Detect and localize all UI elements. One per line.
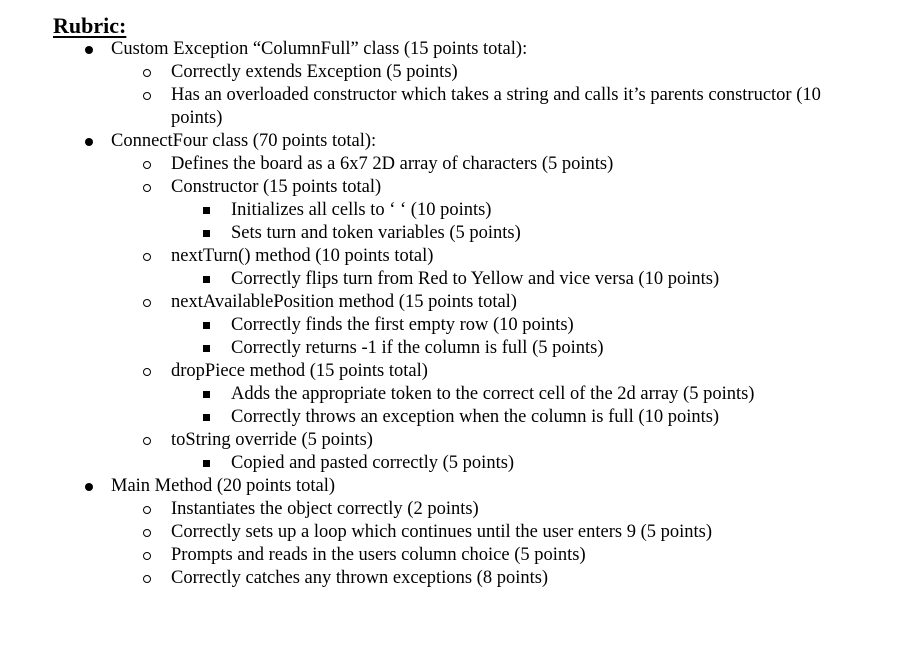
list-item bbox=[0, 38, 924, 61]
list-item bbox=[0, 521, 924, 544]
list-item-text: nextAvailablePosition method (15 points total) bbox=[171, 292, 517, 312]
list-item bbox=[0, 429, 924, 452]
list-item bbox=[0, 245, 924, 268]
circle-bullet-icon bbox=[143, 69, 151, 77]
list-item-continuation bbox=[0, 107, 924, 130]
list-item-text: nextTurn() method (10 points total) bbox=[171, 246, 434, 266]
square-bullet-icon bbox=[203, 207, 210, 214]
list-item-text: Correctly finds the first empty row (10 points) bbox=[231, 315, 574, 335]
list-item bbox=[0, 291, 924, 314]
list-item bbox=[0, 222, 924, 245]
square-bullet-icon bbox=[203, 391, 210, 398]
disc-bullet-icon bbox=[85, 46, 93, 54]
list-item-text: Instantiates the object correctly (2 points) bbox=[171, 499, 479, 519]
circle-bullet-icon bbox=[143, 92, 151, 100]
list-item bbox=[0, 383, 924, 406]
list-item bbox=[0, 406, 924, 429]
list-item bbox=[0, 61, 924, 84]
square-bullet-icon bbox=[203, 345, 210, 352]
list-item-text: Correctly returns -1 if the column is full (5 points) bbox=[231, 338, 604, 358]
list-item bbox=[0, 337, 924, 360]
list-item bbox=[0, 544, 924, 567]
list-item-text: Correctly sets up a loop which continues until the user enters 9 (5 points) bbox=[171, 522, 713, 542]
circle-bullet-icon bbox=[143, 506, 151, 514]
square-bullet-icon bbox=[203, 414, 210, 421]
square-bullet-icon bbox=[203, 230, 210, 237]
list-item-text: points) bbox=[171, 108, 223, 128]
circle-bullet-icon bbox=[143, 299, 151, 307]
circle-bullet-icon bbox=[143, 253, 151, 261]
rubric-list bbox=[0, 38, 924, 590]
list-item-text: Correctly flips turn from Red to Yellow and vice versa (10 points) bbox=[231, 269, 720, 289]
list-item bbox=[0, 567, 924, 590]
list-item bbox=[0, 199, 924, 222]
list-item-text: Prompts and reads in the users column choice (5 points) bbox=[171, 545, 586, 565]
list-item-text: toString override (5 points) bbox=[171, 430, 373, 450]
list-item-text: Initializes all cells to ‘ ‘ (10 points) bbox=[231, 200, 492, 220]
list-item bbox=[0, 268, 924, 291]
list-item-text: Sets turn and token variables (5 points) bbox=[231, 223, 521, 243]
square-bullet-icon bbox=[203, 460, 210, 467]
list-item bbox=[0, 498, 924, 521]
list-item bbox=[0, 176, 924, 199]
list-item-text: Has an overloaded constructor which takes a string and calls it’s parents constructor (10 bbox=[171, 85, 821, 105]
list-item bbox=[0, 452, 924, 475]
list-item bbox=[0, 314, 924, 337]
list-item bbox=[0, 84, 924, 107]
list-item bbox=[0, 360, 924, 383]
circle-bullet-icon bbox=[143, 552, 151, 560]
circle-bullet-icon bbox=[143, 184, 151, 192]
circle-bullet-icon bbox=[143, 437, 151, 445]
circle-bullet-icon bbox=[143, 575, 151, 583]
list-item-text: Correctly extends Exception (5 points) bbox=[171, 62, 458, 82]
square-bullet-icon bbox=[203, 322, 210, 329]
list-item-text: Correctly catches any thrown exceptions (8 points) bbox=[171, 568, 549, 588]
list-item bbox=[0, 475, 924, 498]
list-item-text: dropPiece method (15 points total) bbox=[171, 361, 428, 381]
list-item-text: ConnectFour class (70 points total): bbox=[111, 131, 377, 151]
list-item-text: Custom Exception “ColumnFull” class (15 points total): bbox=[111, 39, 528, 59]
list-item bbox=[0, 153, 924, 176]
list-item-text: Defines the board as a 6x7 2D array of characters (5 points) bbox=[171, 154, 614, 174]
list-item-text: Adds the appropriate token to the correct cell of the 2d array (5 points) bbox=[231, 384, 755, 404]
circle-bullet-icon bbox=[143, 368, 151, 376]
list-item-text: Correctly throws an exception when the column is full (10 points) bbox=[231, 407, 720, 427]
square-bullet-icon bbox=[203, 276, 210, 283]
circle-bullet-icon bbox=[143, 161, 151, 169]
list-item-text: Copied and pasted correctly (5 points) bbox=[231, 453, 515, 473]
list-item bbox=[0, 130, 924, 153]
rubric-title: Rubric: bbox=[53, 13, 127, 38]
list-item-text: Constructor (15 points total) bbox=[171, 177, 382, 197]
disc-bullet-icon bbox=[85, 138, 93, 146]
disc-bullet-icon bbox=[85, 483, 93, 491]
list-item-text: Main Method (20 points total) bbox=[111, 476, 336, 496]
circle-bullet-icon bbox=[143, 529, 151, 537]
